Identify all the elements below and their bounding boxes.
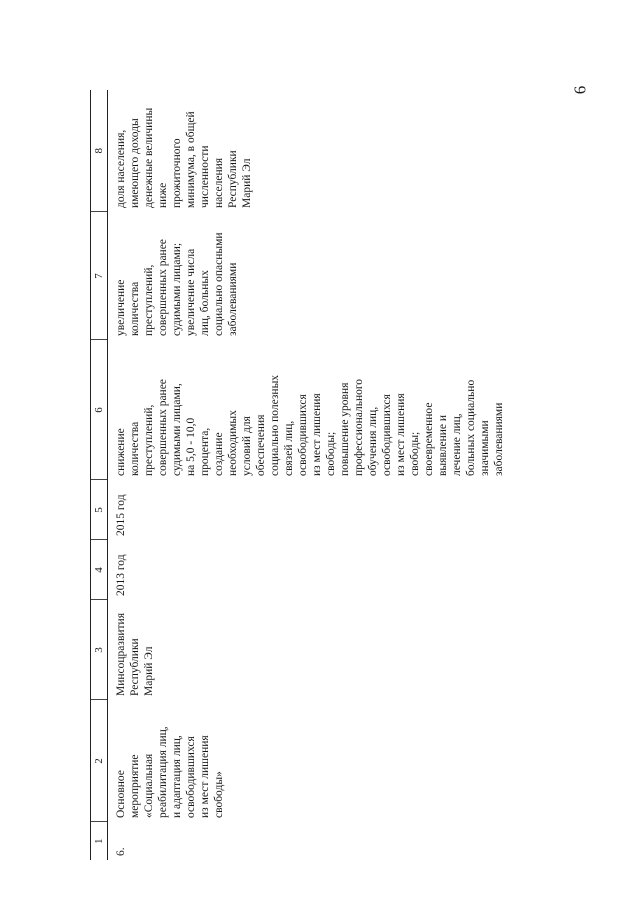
cell-line: заболеваниями (493, 402, 505, 476)
cell-line: из мест лишения (311, 393, 323, 476)
cell-line: минимума, в общей (185, 111, 197, 208)
cell-line: мероприятие (129, 754, 141, 818)
cell-line: условий для (241, 416, 253, 476)
cell-line: связей лиц, (283, 420, 295, 476)
cell-line: выявление и (437, 414, 449, 476)
cell-line: Минсоцразвития (115, 613, 127, 696)
cell-line: реабилитация лиц, (157, 726, 169, 818)
cell-line: доля населения, (115, 129, 127, 208)
cell-line: обеспечения (255, 414, 267, 476)
cell-line: «Социальная (143, 753, 155, 818)
column-header-8: 8 (91, 90, 108, 212)
cell-line: судимыми лицами, (171, 383, 183, 476)
table-row (108, 90, 561, 860)
rotated-table-wrapper (90, 90, 560, 860)
column-header-5: 5 (91, 480, 108, 540)
cell-line: обучения лиц, (367, 406, 379, 476)
row-number-cell: 6. (115, 847, 127, 856)
cell-line: Республики (227, 150, 239, 208)
cell-line: больных социально (465, 379, 477, 476)
cell-line: из мест лишения (395, 393, 407, 476)
cell-line: имеющего доходы (129, 118, 141, 208)
cell-line: создание (213, 432, 225, 476)
cell-line: социально опасными (213, 232, 225, 336)
cell-line: денежные величины (143, 107, 155, 208)
cell-line: освободившихся (381, 394, 393, 476)
cell-line: увеличение (115, 279, 127, 336)
column-header-2: 2 (91, 700, 108, 822)
consequences-cell (108, 212, 561, 340)
cell-line: из мест лишения (199, 735, 211, 818)
cell-line: количества (129, 281, 141, 336)
expected-result-cell (108, 340, 561, 480)
cell-line: Марий Эл (241, 158, 253, 208)
cell-line: численности (199, 145, 211, 208)
measure-cell (108, 700, 561, 822)
cell-line: свободы; (409, 431, 421, 476)
cell-line: Республики (129, 638, 141, 696)
cell-line: населения (213, 157, 225, 208)
cell-line: совершенных ранее (157, 379, 169, 476)
cell-line: преступлений, (143, 404, 155, 476)
cell-line: судимыми лицами; (171, 242, 183, 336)
column-header-6: 6 (91, 340, 108, 480)
cell-line: и адаптация лиц, (171, 735, 183, 818)
indicators-cell (108, 90, 561, 212)
cell-line: необходимых (227, 410, 239, 476)
cell-line: увеличение числа (185, 248, 197, 336)
cell-line: своевременное (423, 402, 435, 476)
cell-line: профессионального (353, 378, 365, 476)
cell-line: Марий Эл (143, 646, 155, 696)
cell-line: лиц, больных (199, 270, 211, 336)
start-year-cell: 2013 год (115, 554, 127, 596)
column-header-7: 7 (91, 212, 108, 340)
program-table (90, 90, 560, 860)
cell-line: свободы; (325, 431, 337, 476)
column-header-4: 4 (91, 540, 108, 600)
cell-line: совершенных ранее (157, 239, 169, 336)
cell-line: ниже (157, 182, 169, 208)
cell-line: на 5,0 - 10,0 (185, 417, 197, 476)
cell-line: процента, (199, 427, 211, 476)
column-header-3: 3 (91, 600, 108, 700)
cell-line: лечение лиц, (451, 413, 463, 476)
cell-line: снижение (115, 428, 127, 476)
executor-cell (108, 600, 561, 700)
cell-line: повышение уровня (339, 382, 351, 476)
cell-line: значимыми (479, 420, 491, 476)
cell-line: свободы» (213, 771, 225, 818)
cell-line: прожиточного (171, 138, 183, 208)
cell-line: освободившихся (185, 736, 197, 818)
end-year-cell: 2015 год (115, 494, 127, 536)
cell-line: социально полезных (269, 374, 281, 476)
header-row (91, 90, 108, 860)
cell-line: количества (129, 421, 141, 476)
cell-line: заболеваниями (227, 262, 239, 336)
page-number: 6 (570, 85, 590, 95)
cell-line: освободившихся (297, 394, 309, 476)
cell-line: Основное (115, 770, 127, 818)
column-header-1: 1 (91, 822, 108, 860)
cell-line: преступлений, (143, 264, 155, 336)
